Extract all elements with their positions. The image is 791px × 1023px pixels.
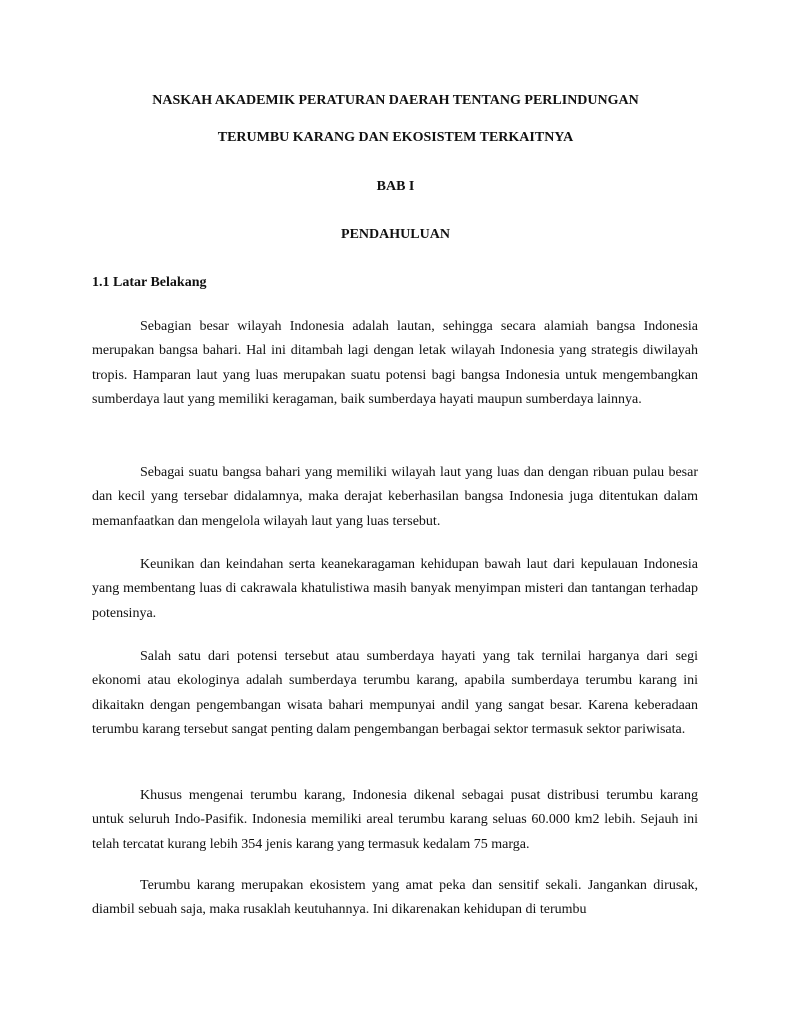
document-title-line-2: TERUMBU KARANG DAN EKOSISTEM TERKAITNYA	[217, 130, 574, 145]
paragraph: Salah satu dari potensi tersebut atau sumberdaya hayati yang tak ternilai harganya dari segi ekonomi atau ekologinya adalah sumberdaya terumbu karang, apabila sumberdaya terumbu karang ini dikaitakn dengan pengembangan wisata bahari mempunyai andil yang sangat besar. Karena keberadaan terumbu karang tersebut sangat penting dalam pengembangan berbagai sektor termasuk sektor pariwisata.	[92, 649, 698, 738]
paragraph: Sebagian besar wilayah Indonesia adalah lautan, sehingga secara alamiah bangsa Indonesia merupakan bangsa bahari. Hal ini ditambah lagi dengan letak wilayah Indonesia yang strategis diwilayah tropis. Hamparan laut yang luas merupakan suatu potensi bagi bangsa Indonesia untuk mengembangkan sumberdaya laut yang memiliki keragaman, baik sumberdaya hayati maupun sumberdaya lainnya.	[92, 319, 698, 408]
paragraph: Terumbu karang merupakan ekosistem yang amat peka dan sensitif sekali. Jangankan dirusak, diambil sebuah saja, maka rusaklah keutuhannya. Ini dikarenakan kehidupan di terumbu	[92, 878, 698, 918]
section-title: 1.1 Latar Belakang	[92, 275, 207, 290]
paragraph: Keunikan dan keindahan serta keanekaragaman kehidupan bawah laut dari kepulauan Indonesia yang membentang luas di cakrawala khatulistiwa masih banyak menyimpan misteri dan tantangan terhadap potensinya.	[92, 557, 698, 621]
chapter-label: BAB I	[376, 179, 415, 194]
paragraph: Khusus mengenai terumbu karang, Indonesia dikenal sebagai pusat distribusi terumbu karang untuk seluruh Indo-Pasifik. Indonesia memiliki areal terumbu karang seluas 60.000 km2 lebih. Sejauh ini telah tercatat kurang lebih 354 jenis karang yang termasuk kedalam 75 marga.	[92, 788, 698, 852]
chapter-title: PENDAHULUAN	[341, 227, 450, 242]
paragraph: Sebagai suatu bangsa bahari yang memiliki wilayah laut yang luas dan dengan ribuan pulau besar dan kecil yang tersebar didalamnya, maka derajat keberhasilan bangsa Indonesia juga ditentukan dalam memanfaatkan dan mengelola wilayah laut yang luas tersebut.	[92, 465, 698, 529]
document-title-line-1: NASKAH AKADEMIK PERATURAN DAERAH TENTANG PERLINDUNGAN	[152, 93, 639, 108]
